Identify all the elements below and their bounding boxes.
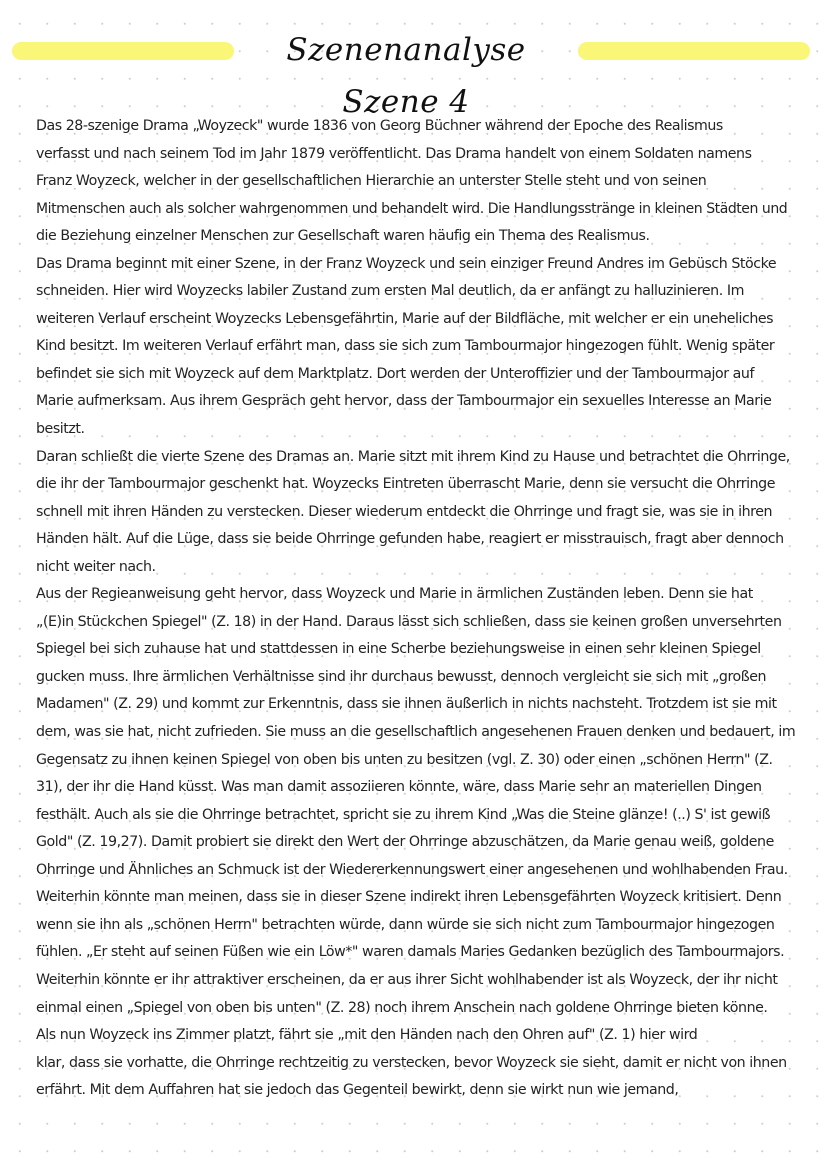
page-header bbox=[0, 24, 828, 120]
text-line: „(E)in Stückchen Spiegel" (Z. 18) in der Hand. Daraus lässt sich schließen, dass sie keinen großen unversehrten bbox=[36, 613, 782, 630]
text-line: Als nun Woyzeck ins Zimmer platzt, fährt sie „mit den Händen nach den Ohren auf" (Z. 1) hier wird bbox=[36, 1027, 698, 1044]
text-line: Mitmenschen auch als solcher wahrgenommen und behandelt wird. Die Handlungsstränge in kleinen Städten und bbox=[36, 200, 788, 217]
text-line: fühlen. „Er steht auf seinen Füßen wie ein Löw*" waren damals Maries Gedanken bezüglich des Tambourmajors. bbox=[36, 944, 785, 961]
text-line: klar, dass sie vorhatte, die Ohrringe rechtzeitig zu verstecken, bevor Woyzeck sie sieht, damit er nicht von ihnen bbox=[36, 1054, 787, 1071]
text-line: Marie aufmerksam. Aus ihrem Gespräch geht hervor, dass der Tambourmajor ein sexuelles Interesse an Marie bbox=[36, 393, 772, 410]
text-line: Ohrringe und Ähnliches an Schmuck ist der Wiedererkennungswert einer angesehenen und wohlhabenden Frau. bbox=[36, 861, 788, 878]
text-line: befindet sie sich mit Woyzeck auf dem Marktplatz. Dort werden der Unteroffizier und der Tambourmajor auf bbox=[36, 365, 754, 382]
text-line: besitzt. bbox=[36, 421, 85, 438]
text-line: weiteren Verlauf erscheint Woyzecks Lebensgefährtin, Marie auf der Bildfläche, mit welcher er ein uneheliches bbox=[36, 310, 774, 327]
text-line: schnell mit ihren Händen zu verstecken. Dieser wiederum entdeckt die Ohrringe und fragt sie, was sie in ihren bbox=[36, 503, 773, 520]
text-line: Weiterhin könnte er ihr attraktiver erscheinen, da er aus ihrer Sicht wohlhabender ist als Woyzeck, der ihr nicht bbox=[36, 971, 778, 988]
text-line: Das 28-szenige Drama „Woyzeck" wurde 1836 von Georg Büchner während der Epoche des Realismus bbox=[36, 118, 723, 134]
text-line: erfährt. Mit dem Auffahren hat sie jedoch das Gegenteil bewirkt, denn sie wirkt nun wie jemand, bbox=[36, 1082, 679, 1099]
text-line: festhält. Auch als sie die Ohrringe betrachtet, spricht sie zu ihrem Kind „Was die Steine glänze! (..) S' ist gewiß bbox=[36, 806, 771, 823]
text-line: Kind besitzt. Im weiteren Verlauf erfährt man, dass sie sich zum Tambourmajor hingezogen fühlt. Wenig später bbox=[36, 338, 775, 355]
text-line: Spiegel bei sich zuhause hat und stattdessen in eine Scherbe beziehungsweise in einen sehr kleinen Spiegel bbox=[36, 641, 761, 658]
text-line: die Beziehung einzelner Menschen zur Gesellschaft waren häufig ein Thema des Realismus. bbox=[36, 228, 650, 245]
text-line: Franz Woyzeck, welcher in der gesellschaftlichen Hierarchie an unterster Stelle steht und von seinen bbox=[36, 173, 707, 190]
text-line: gucken muss. Ihre ärmlichen Verhältnisse sind ihr durchaus bewusst, dennoch vergleicht sie sich mit „großen bbox=[36, 668, 767, 685]
text-line: einmal einen „Spiegel von oben bis unten" (Z. 28) noch ihrem Anschein nach goldene Ohrringe bieten könne. bbox=[36, 999, 768, 1016]
page-title: Szenenanalyse Szene 4 bbox=[286, 32, 526, 120]
text-line: Aus der Regieanweisung geht hervor, dass Woyzeck und Marie in ärmlichen Zuständen leben. Denn sie hat bbox=[36, 586, 753, 603]
text-line: die ihr der Tambourmajor geschenkt hat. Woyzecks Eintreten überrascht Marie, denn sie versucht die Ohrringe bbox=[36, 476, 776, 493]
text-line: dem, was sie hat, nicht zufrieden. Sie muss an die gesellschaftlich angesehenen Frauen denken und bedauert, im bbox=[36, 724, 796, 741]
text-line: Händen hält. Auf die Lüge, dass sie beide Ohrringe gefunden habe, reagiert er misstrauisch, fragt aber dennoch bbox=[36, 531, 784, 548]
text-line: Daran schließt die vierte Szene des Dramas an. Marie sitzt mit ihrem Kind zu Hause und betrachtet die Ohrringe, bbox=[36, 448, 790, 465]
text-line: 31), der ihr die Hand küsst. Was man damit assoziieren könnte, wäre, dass Marie sehr an materiellen Dingen bbox=[36, 779, 762, 796]
essay-body bbox=[36, 113, 796, 1105]
text-line: nicht weiter nach. bbox=[36, 558, 156, 575]
text-line: schneiden. Hier wird Woyzecks labiler Zustand zum ersten Mal deutlich, da er anfängt zu halluzinieren. Im bbox=[36, 283, 744, 300]
text-line: Das Drama beginnt mit einer Szene, in der Franz Woyzeck und sein einziger Freund Andres im Gebüsch Stöcke bbox=[36, 255, 777, 272]
text-line: verfasst und nach seinem Tod im Jahr 1879 veröffentlicht. Das Drama handelt von einem Soldaten namens bbox=[36, 145, 752, 162]
highlighter-stroke-left bbox=[12, 42, 234, 60]
text-line: Weiterhin könnte man meinen, dass sie in dieser Szene indirekt ihren Lebensgefährten Woyzeck kritisiert. Denn bbox=[36, 889, 782, 906]
highlighter-stroke-right bbox=[578, 42, 810, 60]
text-line: Gold" (Z. 19,27). Damit probiert sie direkt den Wert der Ohrringe abzuschätzen, da Marie genau weiß, goldene bbox=[36, 834, 774, 851]
text-line: Gegensatz zu ihnen keinen Spiegel von oben bis unten zu besitzen (vgl. Z. 30) oder einen „schönen Herrn" (Z. bbox=[36, 751, 773, 768]
text-line: wenn sie ihn als „schönen Herrn" betrachten würde, dann würde sie sich nicht zum Tambourmajor hingezogen bbox=[36, 916, 775, 933]
text-line: Madamen" (Z. 29) und kommt zur Erkenntnis, dass sie ihnen äußerlich in nichts nachsteht. Trotzdem ist sie mit bbox=[36, 696, 777, 713]
